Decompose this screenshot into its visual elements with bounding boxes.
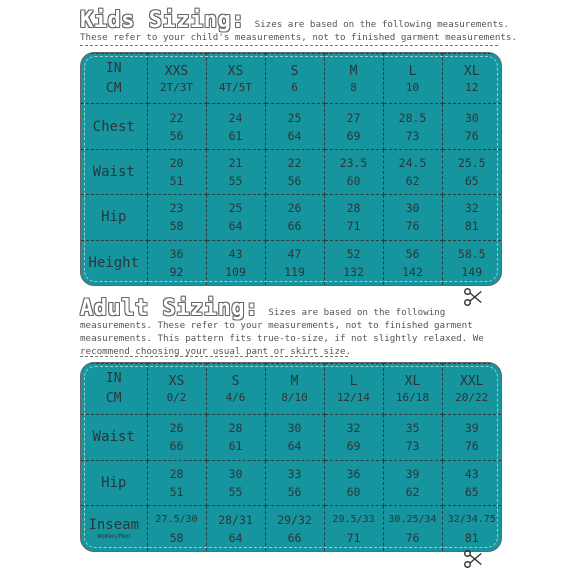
cm-value: 56 [169,128,184,143]
inches-value: 36 [346,466,361,481]
measurement-cell [147,195,206,240]
cm-value: 142 [402,264,423,279]
inches-value: 56 [405,246,420,261]
size-header-row [81,364,501,415]
adult-divider [80,356,348,357]
inches-value: 30 [464,110,479,125]
cm-value: 56 [287,484,302,499]
row-label-cell [81,240,147,285]
measurement-cell [206,195,265,240]
measurement-cell [147,104,206,149]
table-row [81,414,501,460]
kids-intro-line2: These refer to your child's measurements, not to finished garment measurements. [80,32,517,43]
inches-value: 32/34.75 [447,513,496,525]
size-alt: 16/18 [395,390,430,404]
cm-value: 66 [287,530,302,545]
size-name: L [408,63,417,79]
inches-value: 28 [169,466,184,481]
size-name: S [290,63,299,79]
size-header-row [81,54,501,104]
row-label: Height [88,254,140,271]
measurement-cell [206,240,265,285]
unit-label: IN [105,370,122,386]
inches-value: 43 [228,246,243,261]
cm-value: 92 [169,264,184,279]
cm-value: 119 [284,264,305,279]
cm-value: 76 [464,128,479,143]
size-header-cell [324,364,383,415]
cm-value: 51 [169,174,184,188]
measurement-cell [383,460,442,506]
cm-value: 73 [405,128,420,143]
cm-value: 64 [287,439,302,454]
measurement-cell [147,460,206,506]
size-name: XS [168,373,185,389]
measurement-cell [442,149,501,194]
inches-value: 20 [169,156,184,170]
size-header-cell [383,364,442,415]
inches-value: 23 [169,201,184,216]
kids-divider [80,45,498,46]
cm-value: 149 [461,264,483,279]
size-header-cell [324,54,383,104]
measurement-cell [442,414,501,460]
size-alt: 0/2 [166,390,187,404]
size-header-cell [206,54,265,104]
size-name: XL [463,63,480,79]
measurement-cell [324,506,383,551]
measurement-cell [206,149,265,194]
inches-value: 28 [228,421,243,436]
size-name: M [290,373,299,389]
inches-value: 39 [464,421,479,436]
measurement-cell [206,414,265,460]
units-corner-cell [81,54,147,104]
row-label-cell [81,506,147,551]
adult-size-chart [80,362,502,552]
inches-value: 30 [287,421,302,436]
size-alt: 8/10 [281,390,308,404]
size-alt: 4T/5T [218,80,253,94]
measurement-cell [383,506,442,551]
scissors-icon [462,548,484,570]
measurement-cell [324,414,383,460]
inches-value: 30.25/34 [388,513,437,525]
inches-value: 27.5/30 [155,513,198,525]
measurement-cell [442,460,501,506]
measurement-cell [442,240,501,285]
cm-value: 61 [228,439,243,454]
size-header-cell [147,364,206,415]
measurement-cell [324,240,383,285]
inches-value: 32 [464,201,479,216]
cm-value: 62 [405,174,420,188]
measurement-cell [265,240,324,285]
adult-intro-line4: recommend choosing your usual pant or skirt size. [80,346,352,357]
measurement-cell [265,104,324,149]
size-alt: 4/6 [225,390,246,404]
inches-value: 22 [169,110,184,125]
size-header-cell [147,54,206,104]
table-row [81,240,501,285]
cm-value: 66 [287,219,302,234]
cm-value: 64 [228,219,243,234]
inches-value: 28 [346,201,361,216]
inches-value: 29.5/33 [332,513,375,525]
units-corner-cell [81,364,147,415]
row-label-cell [81,414,147,460]
table-row [81,195,501,240]
inches-value: 25 [228,201,243,216]
measurement-cell [147,506,206,551]
measurement-cell [383,195,442,240]
inches-value: 43 [464,466,479,481]
measurement-cell [383,104,442,149]
measurement-cell [147,240,206,285]
measurement-cell [147,414,206,460]
table-row [81,460,501,506]
inches-value: 27 [346,110,361,125]
measurement-cell [206,104,265,149]
inches-value: 26 [287,201,302,216]
measurement-cell [324,460,383,506]
size-name: S [231,373,240,389]
adult-size-table [81,363,501,551]
cm-value: 58 [169,530,184,545]
cm-value: 58 [169,219,184,234]
cm-value: 132 [343,264,364,279]
cm-value: 60 [346,174,361,188]
measurement-cell [265,414,324,460]
size-name: XL [404,373,421,389]
cm-value: 61 [228,128,243,143]
cm-value: 71 [346,219,361,234]
inches-value: 47 [287,246,302,261]
size-alt: 6 [291,80,298,94]
size-name: M [349,63,358,79]
inches-value: 32 [346,421,361,436]
size-alt: 10 [405,80,420,94]
kids-intro-line1: Sizes are based on the following measurements. [254,19,510,30]
inches-value: 22 [287,156,302,170]
unit-label: IN [105,60,122,76]
row-sublabel: Women/Men [97,533,130,541]
cm-value: 76 [405,530,420,545]
size-header-cell [265,364,324,415]
cm-value: 56 [287,174,302,188]
measurement-cell [324,104,383,149]
measurement-cell [383,149,442,194]
size-name: XS [227,63,244,79]
cm-value: 65 [464,174,479,188]
inches-value: 35 [405,421,420,436]
inches-value: 36 [169,246,184,261]
inches-value: 30 [405,201,420,216]
measurement-cell [206,460,265,506]
inches-value: 52 [346,246,361,261]
measurement-cell [442,506,501,551]
cm-value: 60 [346,484,361,499]
measurement-cell [324,195,383,240]
size-alt: 8 [350,80,357,94]
kids-size-chart [80,52,502,286]
inches-value: 21 [228,156,243,170]
cm-value: 81 [464,219,479,234]
kids-size-table [81,53,501,285]
inches-value: 24 [228,110,243,125]
inches-value: 29/32 [277,512,312,527]
cm-value: 55 [228,484,243,499]
measurement-cell [442,195,501,240]
cm-value: 64 [287,128,302,143]
row-label-cell [81,104,147,149]
row-label: Waist [92,429,135,446]
size-alt: 20/22 [455,390,489,404]
measurement-cell [383,240,442,285]
size-header-cell [206,364,265,415]
inches-value: 28.5 [398,110,427,125]
measurement-cell [265,506,324,551]
row-label: Waist [92,164,135,180]
row-label-cell [81,195,147,240]
cm-value: 65 [464,484,479,499]
measurement-cell [324,149,383,194]
table-row [81,506,501,551]
table-row [81,104,501,149]
size-alt: 12 [465,80,479,94]
inches-value: 39 [405,466,420,481]
cm-value: 73 [405,439,420,454]
inches-value: 23.5 [339,156,368,170]
inches-value: 28/31 [218,512,253,527]
adult-intro-line2: measurements. These refer to your measurements, not to finished garment [80,320,473,331]
inches-value: 58.5 [457,246,486,261]
size-name: XXL [460,373,484,389]
unit-label: CM [105,80,122,96]
row-label: Hip [101,474,127,491]
measurement-cell [383,414,442,460]
cm-value: 109 [225,264,246,279]
inches-value: 26 [169,421,184,436]
size-header-cell [265,54,324,104]
size-header-cell [383,54,442,104]
size-alt: 12/14 [336,390,371,404]
adult-intro-line3: measurements. This pattern fits true-to-size, if not slightly relaxed. We [80,333,484,344]
cm-value: 62 [405,484,420,499]
cm-value: 51 [169,484,184,499]
inches-value: 24.5 [398,156,427,170]
cm-value: 76 [464,439,479,454]
unit-label: CM [105,390,122,406]
measurement-cell [265,460,324,506]
row-label: Hip [101,209,127,226]
row-label-cell [81,149,147,194]
cm-value: 69 [346,128,361,143]
measurement-cell [206,506,265,551]
measurement-cell [147,149,206,194]
row-label-cell [81,460,147,506]
cm-value: 55 [228,174,243,188]
row-label: Inseam [88,517,140,534]
kids-sizing-header [80,8,517,44]
size-name: XXS [164,63,189,79]
adult-intro-line1: Sizes are based on the following [268,307,446,318]
cm-value: 76 [405,219,420,234]
inches-value: 33 [287,466,302,481]
measurement-cell [265,149,324,194]
inches-value: 25 [287,110,302,125]
cm-value: 71 [346,530,361,545]
adult-sizing-title: Adult Sizing: [80,296,259,321]
table-row [81,149,501,194]
size-header-cell [442,364,501,415]
measurement-cell [265,195,324,240]
size-alt: 2T/3T [159,80,194,94]
inches-value: 30 [228,466,243,481]
measurement-cell [442,104,501,149]
size-header-cell [442,54,501,104]
cm-value: 66 [169,439,184,454]
row-label: Chest [92,118,135,135]
inches-value: 25.5 [457,156,486,170]
cm-value: 81 [464,530,479,545]
cm-value: 64 [228,530,243,545]
size-name: L [349,373,358,389]
cm-value: 69 [346,439,361,454]
kids-sizing-title: Kids Sizing: [80,8,245,33]
adult-sizing-header [80,296,510,358]
